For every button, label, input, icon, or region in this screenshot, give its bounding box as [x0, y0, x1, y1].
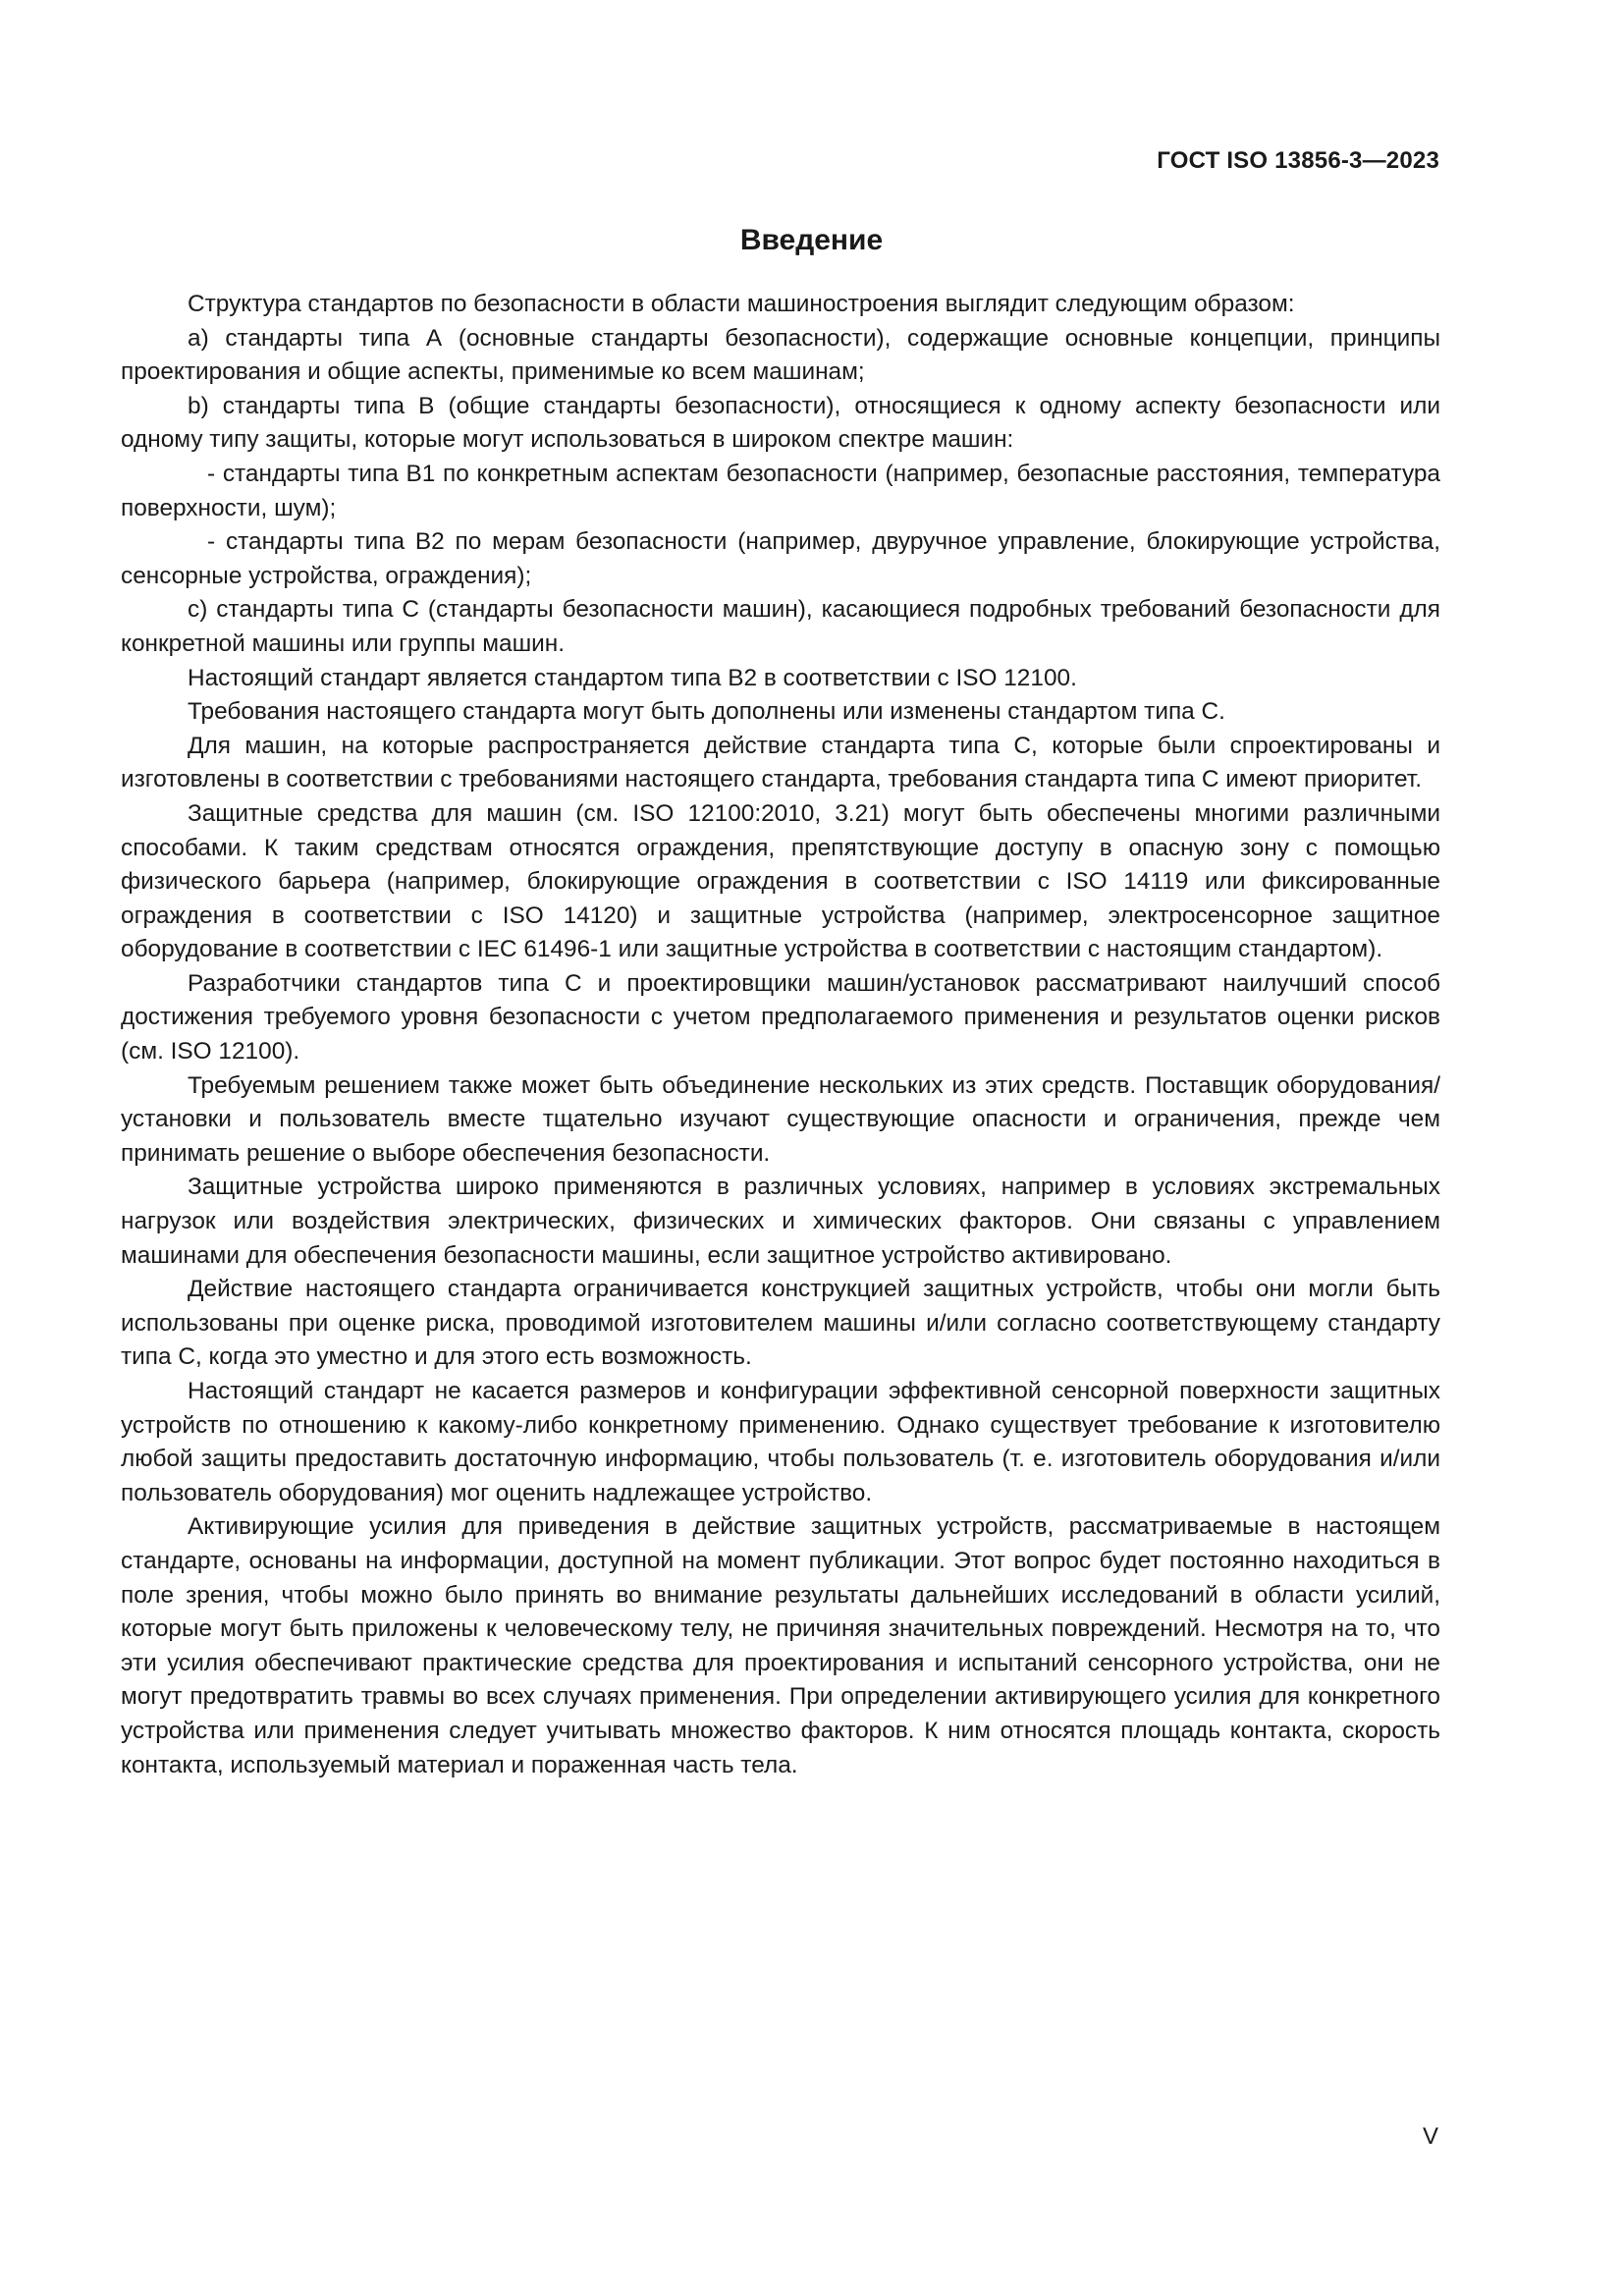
- list-item-a: a) стандарты типа А (основные стандарты безопасности), содержащие основные концепции, принципы проектирования и общие аспекты, применимые ко всем машинам;: [121, 324, 1440, 386]
- paragraph: Настоящий стандарт не касается размеров и конфигурации эффективной сенсорной поверхности защитных устройств по отношению к какому-либо конкретному применению. Однако существует требование к изготовителю любой защиты предоставить достаточную информацию, чтобы пользователь (т. е. изготовитель оборудования и/или пользователь оборудования) мог оценить надлежащее устройство.: [121, 1378, 1440, 1506]
- paragraph: Активирующие усилия для приведения в действие защитных устройств, рассматриваемые в настоящем стандарте, основаны на информации, доступной на момент публикации. Этот вопрос будет постоянно находиться в поле зрения, чтобы можно было принять во внимание результаты дальнейших исследований в области усилий, которые могут быть приложены к человеческому телу, не причиняя значительных повреждений. Несмотря на то, что эти усилия обеспечивают практические средства для проектирования и испытаний сенсорного устройства, они не могут предотвратить травмы во всех случаях применения. При определении активирующего усилия для конкретного устройства или применения следует учитывать множество факторов. К ним относятся площадь контакта, скорость контакта, используемый материал и пораженная часть тела.: [121, 1513, 1440, 1778]
- section-body: [121, 288, 1440, 1782]
- document-code-header: ГОСТ ISO 13856-3—2023: [1157, 147, 1439, 174]
- paragraph: Требования настоящего стандарта могут быть дополнены или изменены стандартом типа С.: [188, 698, 1225, 726]
- paragraph: Защитные устройства широко применяются в различных условиях, например в условиях экстремальных нагрузок или воздействия электрических, физических и химических факторов. Они связаны с управлением машинами для обеспечения безопасности машины, если защитное устройство активировано.: [121, 1174, 1440, 1269]
- sub-list-item-b1: - стандарты типа В1 по конкретным аспектам безопасности (например, безопасные расстояния, температура поверхности, шум);: [121, 460, 1440, 521]
- paragraph: Настоящий стандарт является стандартом типа В2 в соответствии с ISO 12100.: [188, 664, 1077, 691]
- paragraph: Разработчики стандартов типа С и проектировщики машин/установок рассматривают наилучший способ достижения требуемого уровня безопасности с учетом предполагаемого применения и результатов оценки рисков (см. ISO 12100).: [121, 969, 1440, 1066]
- list-item-c: c) стандарты типа С (стандарты безопасности машин), касающиеся подробных требований безопасности для конкретной машины или группы машин.: [121, 596, 1440, 657]
- page-number: V: [1422, 2123, 1438, 2150]
- paragraph: Требуемым решением также может быть объединение нескольких из этих средств. Поставщик оборудования/установки и пользователь вместе тщательно изучают существующие опасности и ограничения, прежде чем принимать решение о выборе обеспечения безопасности.: [121, 1071, 1440, 1167]
- paragraph: Для машин, на которые распространяется действие стандарта типа С, которые были спроектированы и изготовлены в соответствии с требованиями настоящего стандарта, требования стандарта типа С имеют приоритет.: [121, 732, 1440, 793]
- paragraph: Защитные средства для машин (см. ISO 12100:2010, 3.21) могут быть обеспечены многими различными способами. К таким средствам относятся ограждения, препятствующие доступу в опасную зону с помощью физического барьера (например, блокирующие ограждения в соответствии с ISO 14119 или фиксированные ограждения в соответствии с ISO 14120) и защитные устройства (например, электросенсорное защитное оборудование в соответствии с IEC 61496-1 или защитные устройства в соответствии с настоящим стандартом).: [121, 799, 1440, 963]
- list-item-b: b) стандарты типа В (общие стандарты безопасности), относящиеся к одному аспекту безопасности или одному типу защиты, которые могут использоваться в широком спектре машин:: [121, 392, 1440, 454]
- paragraph: Действие настоящего стандарта ограничивается конструкцией защитных устройств, чтобы они могли быть использованы при оценке риска, проводимой изготовителем машины и/или согласно соответствующему стандарту типа С, когда это уместно и для этого есть возможность.: [121, 1276, 1440, 1371]
- sub-list-item-b2: - стандарты типа В2 по мерам безопасности (например, двуручное управление, блокирующие устройства, сенсорные устройства, ограждения);: [121, 528, 1440, 589]
- paragraph: Структура стандартов по безопасности в области машиностроения выглядит следующим образом:: [188, 291, 1295, 317]
- section-title: Введение: [739, 224, 884, 256]
